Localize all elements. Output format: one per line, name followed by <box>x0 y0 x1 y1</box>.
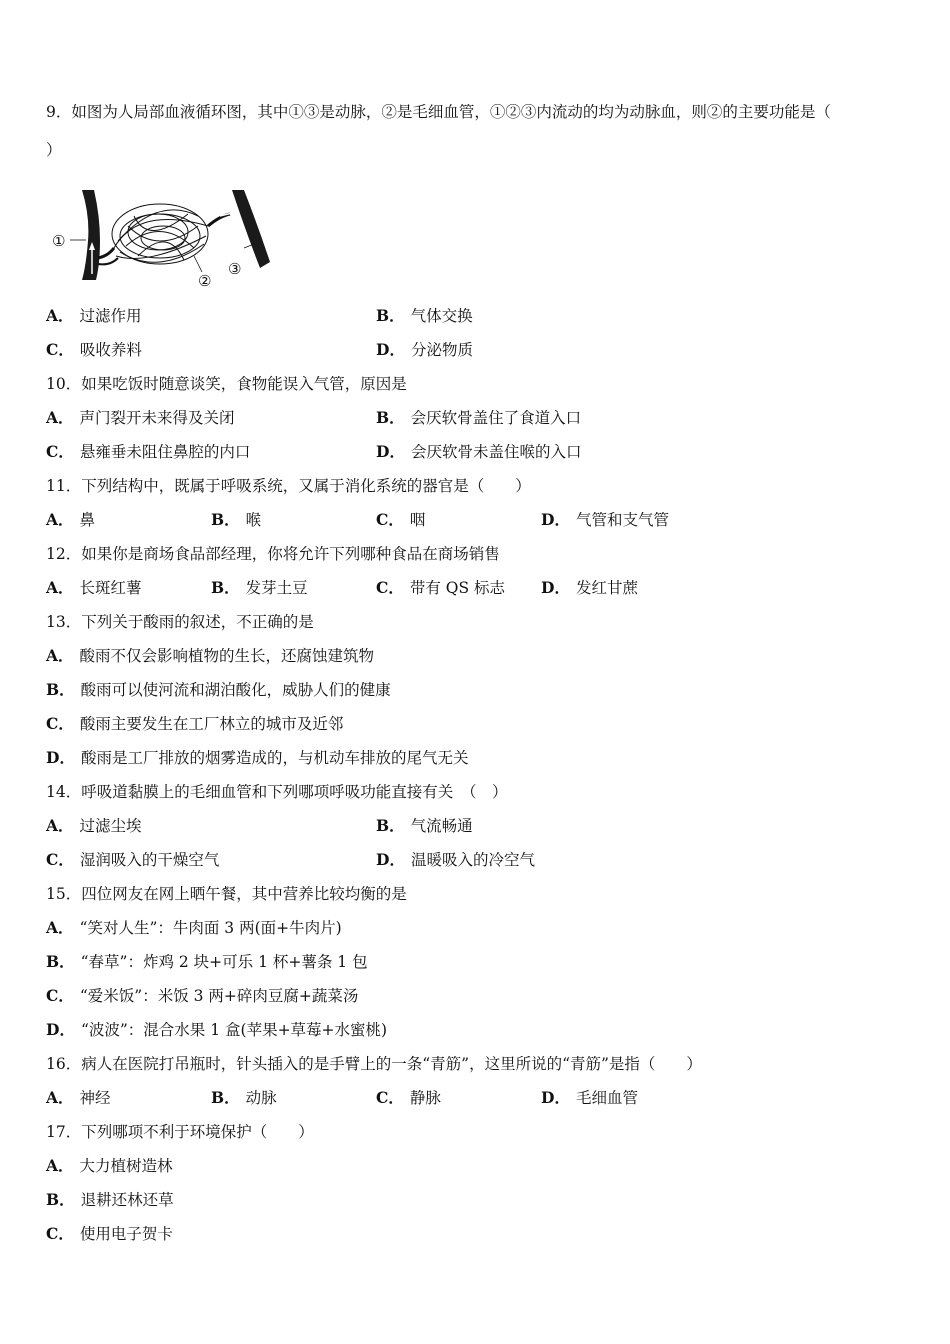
question-15-option-a[interactable]: A． “笑对人生”：牛肉面 3 两(面+牛肉片) <box>46 918 342 937</box>
question-9-stem-continued: ） <box>46 141 62 159</box>
question-12-stem: 12．如果你是商场食品部经理，你将允许下列哪种食品在商场销售 <box>46 545 500 563</box>
question-15-option-d[interactable]: D． “波波”：混合水果 1 盒(苹果+草莓+水蜜桃) <box>46 1020 388 1039</box>
question-16-stem: 16．病人在医院打吊瓶时，针头插入的是手臂上的一条“青筋”，这里所说的“青筋”是指（ ） <box>46 1055 702 1073</box>
question-13-option-d[interactable]: D． 酸雨是工厂排放的烟雾造成的，与机动车排放的尾气无关 <box>46 748 469 767</box>
question-14-option-a[interactable]: A． 过滤尘埃 <box>46 816 142 835</box>
question-15-stem: 15．四位网友在网上晒午餐，其中营养比较均衡的是 <box>46 885 407 903</box>
question-11-option-a[interactable]: A． 鼻 <box>46 510 96 529</box>
question-10-option-b[interactable]: B． 会厌软骨盖住了食道入口 <box>376 408 582 427</box>
question-13-option-c[interactable]: C． 酸雨主要发生在工厂林立的城市及近邻 <box>46 714 344 733</box>
question-14-option-b[interactable]: B． 气流畅通 <box>376 816 473 835</box>
question-16-option-b[interactable]: B． 动脉 <box>211 1088 277 1107</box>
question-17-option-a[interactable]: A． 大力植树造林 <box>46 1156 173 1175</box>
question-14-stem: 14．呼吸道黏膜上的毛细血管和下列哪项呼吸功能直接有关 （ ） <box>46 783 508 801</box>
question-12-option-a[interactable]: A． 长斑红薯 <box>46 578 142 597</box>
question-12-option-c[interactable]: C． 带有 QS 标志 <box>376 578 506 597</box>
question-9-stem: 9．如图为人局部血液循环图，其中①③是动脉，②是毛细血管，①②③内流动的均为动脉血，则②的主要功能是（ <box>46 103 831 121</box>
question-13-option-a[interactable]: A． 酸雨不仅会影响植物的生长，还腐蚀建筑物 <box>46 646 375 665</box>
figure-label-3: ③ <box>228 260 242 278</box>
artery-1-vessel <box>82 190 100 280</box>
figure-label-1: ① <box>52 232 66 250</box>
question-11-option-b[interactable]: B． 喉 <box>211 510 262 529</box>
question-17-option-b[interactable]: B． 退耕还林还草 <box>46 1190 174 1209</box>
question-9-option-b[interactable]: B． 气体交换 <box>376 306 473 325</box>
capillary-network <box>112 204 208 264</box>
question-16-option-a[interactable]: A． 神经 <box>46 1088 111 1107</box>
question-9-option-d[interactable]: D． 分泌物质 <box>376 340 473 359</box>
question-14-option-d[interactable]: D． 温暖吸入的冷空气 <box>376 850 535 869</box>
question-13-option-b[interactable]: B． 酸雨可以使河流和湖泊酸化，威胁人们的健康 <box>46 680 391 699</box>
question-11-option-d[interactable]: D． 气管和支气管 <box>541 510 669 529</box>
figure-label-2: ② <box>198 272 212 290</box>
question-14-option-c[interactable]: C． 湿润吸入的干燥空气 <box>46 850 220 869</box>
question-10-option-a[interactable]: A． 声门裂开未来得及关闭 <box>46 408 235 427</box>
question-15-option-b[interactable]: B． “春草”：炸鸡 2 块+可乐 1 杯+薯条 1 包 <box>46 952 368 971</box>
question-11-option-c[interactable]: C． 咽 <box>376 510 426 529</box>
question-13-stem: 13．下列关于酸雨的叙述，不正确的是 <box>46 613 314 631</box>
question-10-stem: 10．如果吃饭时随意谈笑，食物能误入气管，原因是 <box>46 375 407 393</box>
question-16-option-c[interactable]: C． 静脉 <box>376 1088 441 1107</box>
question-10-option-d[interactable]: D． 会厌软骨未盖住喉的入口 <box>376 442 582 461</box>
question-15-option-c[interactable]: C． “爱米饭”：米饭 3 两+碎肉豆腐+蔬菜汤 <box>46 986 359 1005</box>
question-16-option-d[interactable]: D． 毛细血管 <box>541 1088 638 1107</box>
blood-circulation-figure <box>48 186 278 292</box>
question-17-option-c[interactable]: C． 使用电子贺卡 <box>46 1224 173 1243</box>
question-17-stem: 17．下列哪项不利于环境保护（ ） <box>46 1123 314 1141</box>
artery-3-vessel <box>232 190 270 268</box>
question-12-option-d[interactable]: D． 发红甘蔗 <box>541 578 638 597</box>
question-11-stem: 11．下列结构中，既属于呼吸系统，又属于消化系统的器官是（ ） <box>46 477 531 495</box>
question-9-option-a[interactable]: A． 过滤作用 <box>46 306 142 325</box>
question-9-option-c[interactable]: C． 吸收养料 <box>46 340 142 359</box>
question-12-option-b[interactable]: B． 发芽土豆 <box>211 578 308 597</box>
question-10-option-c[interactable]: C． 悬雍垂未阻住鼻腔的内口 <box>46 442 251 461</box>
